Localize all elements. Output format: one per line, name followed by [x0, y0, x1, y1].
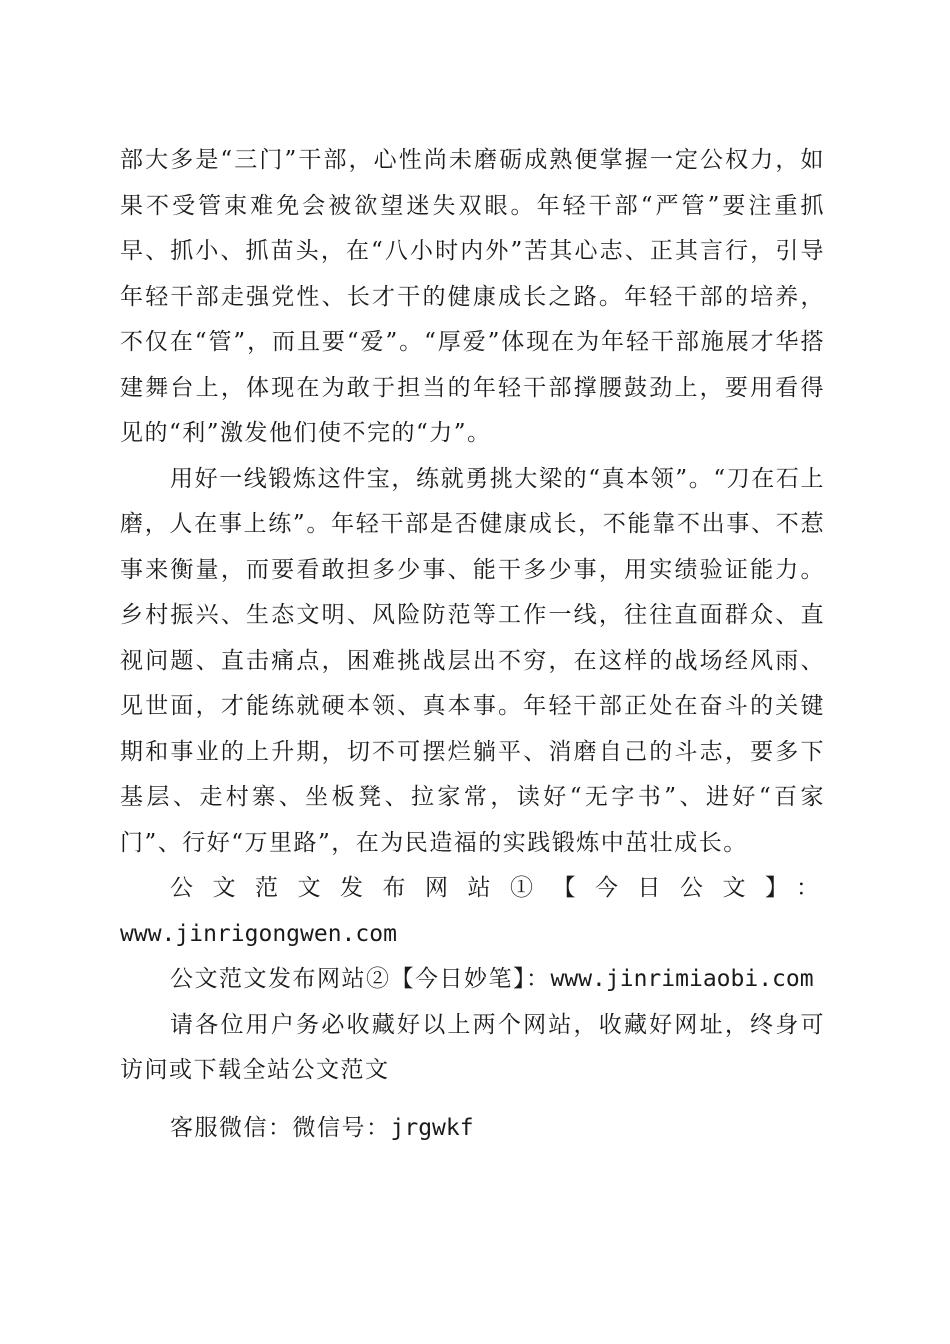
- paragraph-frontline-training: 用好一线锻炼这件宝，练就勇挑大梁的“真本领”。“刀在石上磨，人在事上练”。年轻干部是否健康成长，不能靠不出事、不惹事来衡量，而要看敢担多少事、能干多少事，用实绩验证能力。乡村振兴、生态文明、风险防范等工作一线，往往直面群众、直视问题、直击痛点，困难挑战层出不穷，在这样的战场经风雨、见世面，才能练就硬本领、真本事。年轻干部正处在奋斗的关键期和事业的上升期，切不可摆烂躺平、消磨自己的斗志，要多下基层、走村寨、坐板凳、拉家常，读好“无字书”、进好“百家门”、行好“万里路”，在为民造福的实践锻炼中茁壮成长。: [120, 465, 825, 856]
- paragraph-strict-management: 部大多是“三门”干部，心性尚未磨砺成熟便掌握一定公权力，如果不受管束难免会被欲望迷失双眼。年轻干部“严管”要注重抓早、抓小、抓苗头，在“八小时内外”苦其心志、正其言行，引导年轻干部走强党性、长才干的健康成长之路。年轻干部的培养，不仅在“管”，而且要“爱”。“厚爱”体现在为年轻干部施展才华搭建舞台上，体现在为敢于担当的年轻干部撑腰鼓劲上，要用看得见的“利”激发他们使不完的“力”。: [120, 147, 825, 446]
- service-label: 客服微信：微信号：: [170, 1114, 391, 1141]
- site1-url-line: [120, 912, 825, 958]
- site2-url: www.jinrimiaobi.com: [550, 966, 814, 992]
- site2-line: [120, 957, 825, 1003]
- site1-label: 公文范文发布网站①【今日公文】：: [170, 875, 825, 901]
- customer-service-line: [120, 1106, 825, 1152]
- bookmark-notice: 请各位用户务必收藏好以上两个网站，收藏好网址，终身可访问或下载全站公文范文: [120, 1011, 825, 1083]
- site2-label: 公文范文发布网站②【今日妙笔】：: [170, 966, 551, 992]
- service-wechat-id: jrgwkf: [390, 1114, 474, 1141]
- document-body: [120, 138, 825, 1151]
- site1-url: www.jinrigongwen.com: [120, 920, 397, 947]
